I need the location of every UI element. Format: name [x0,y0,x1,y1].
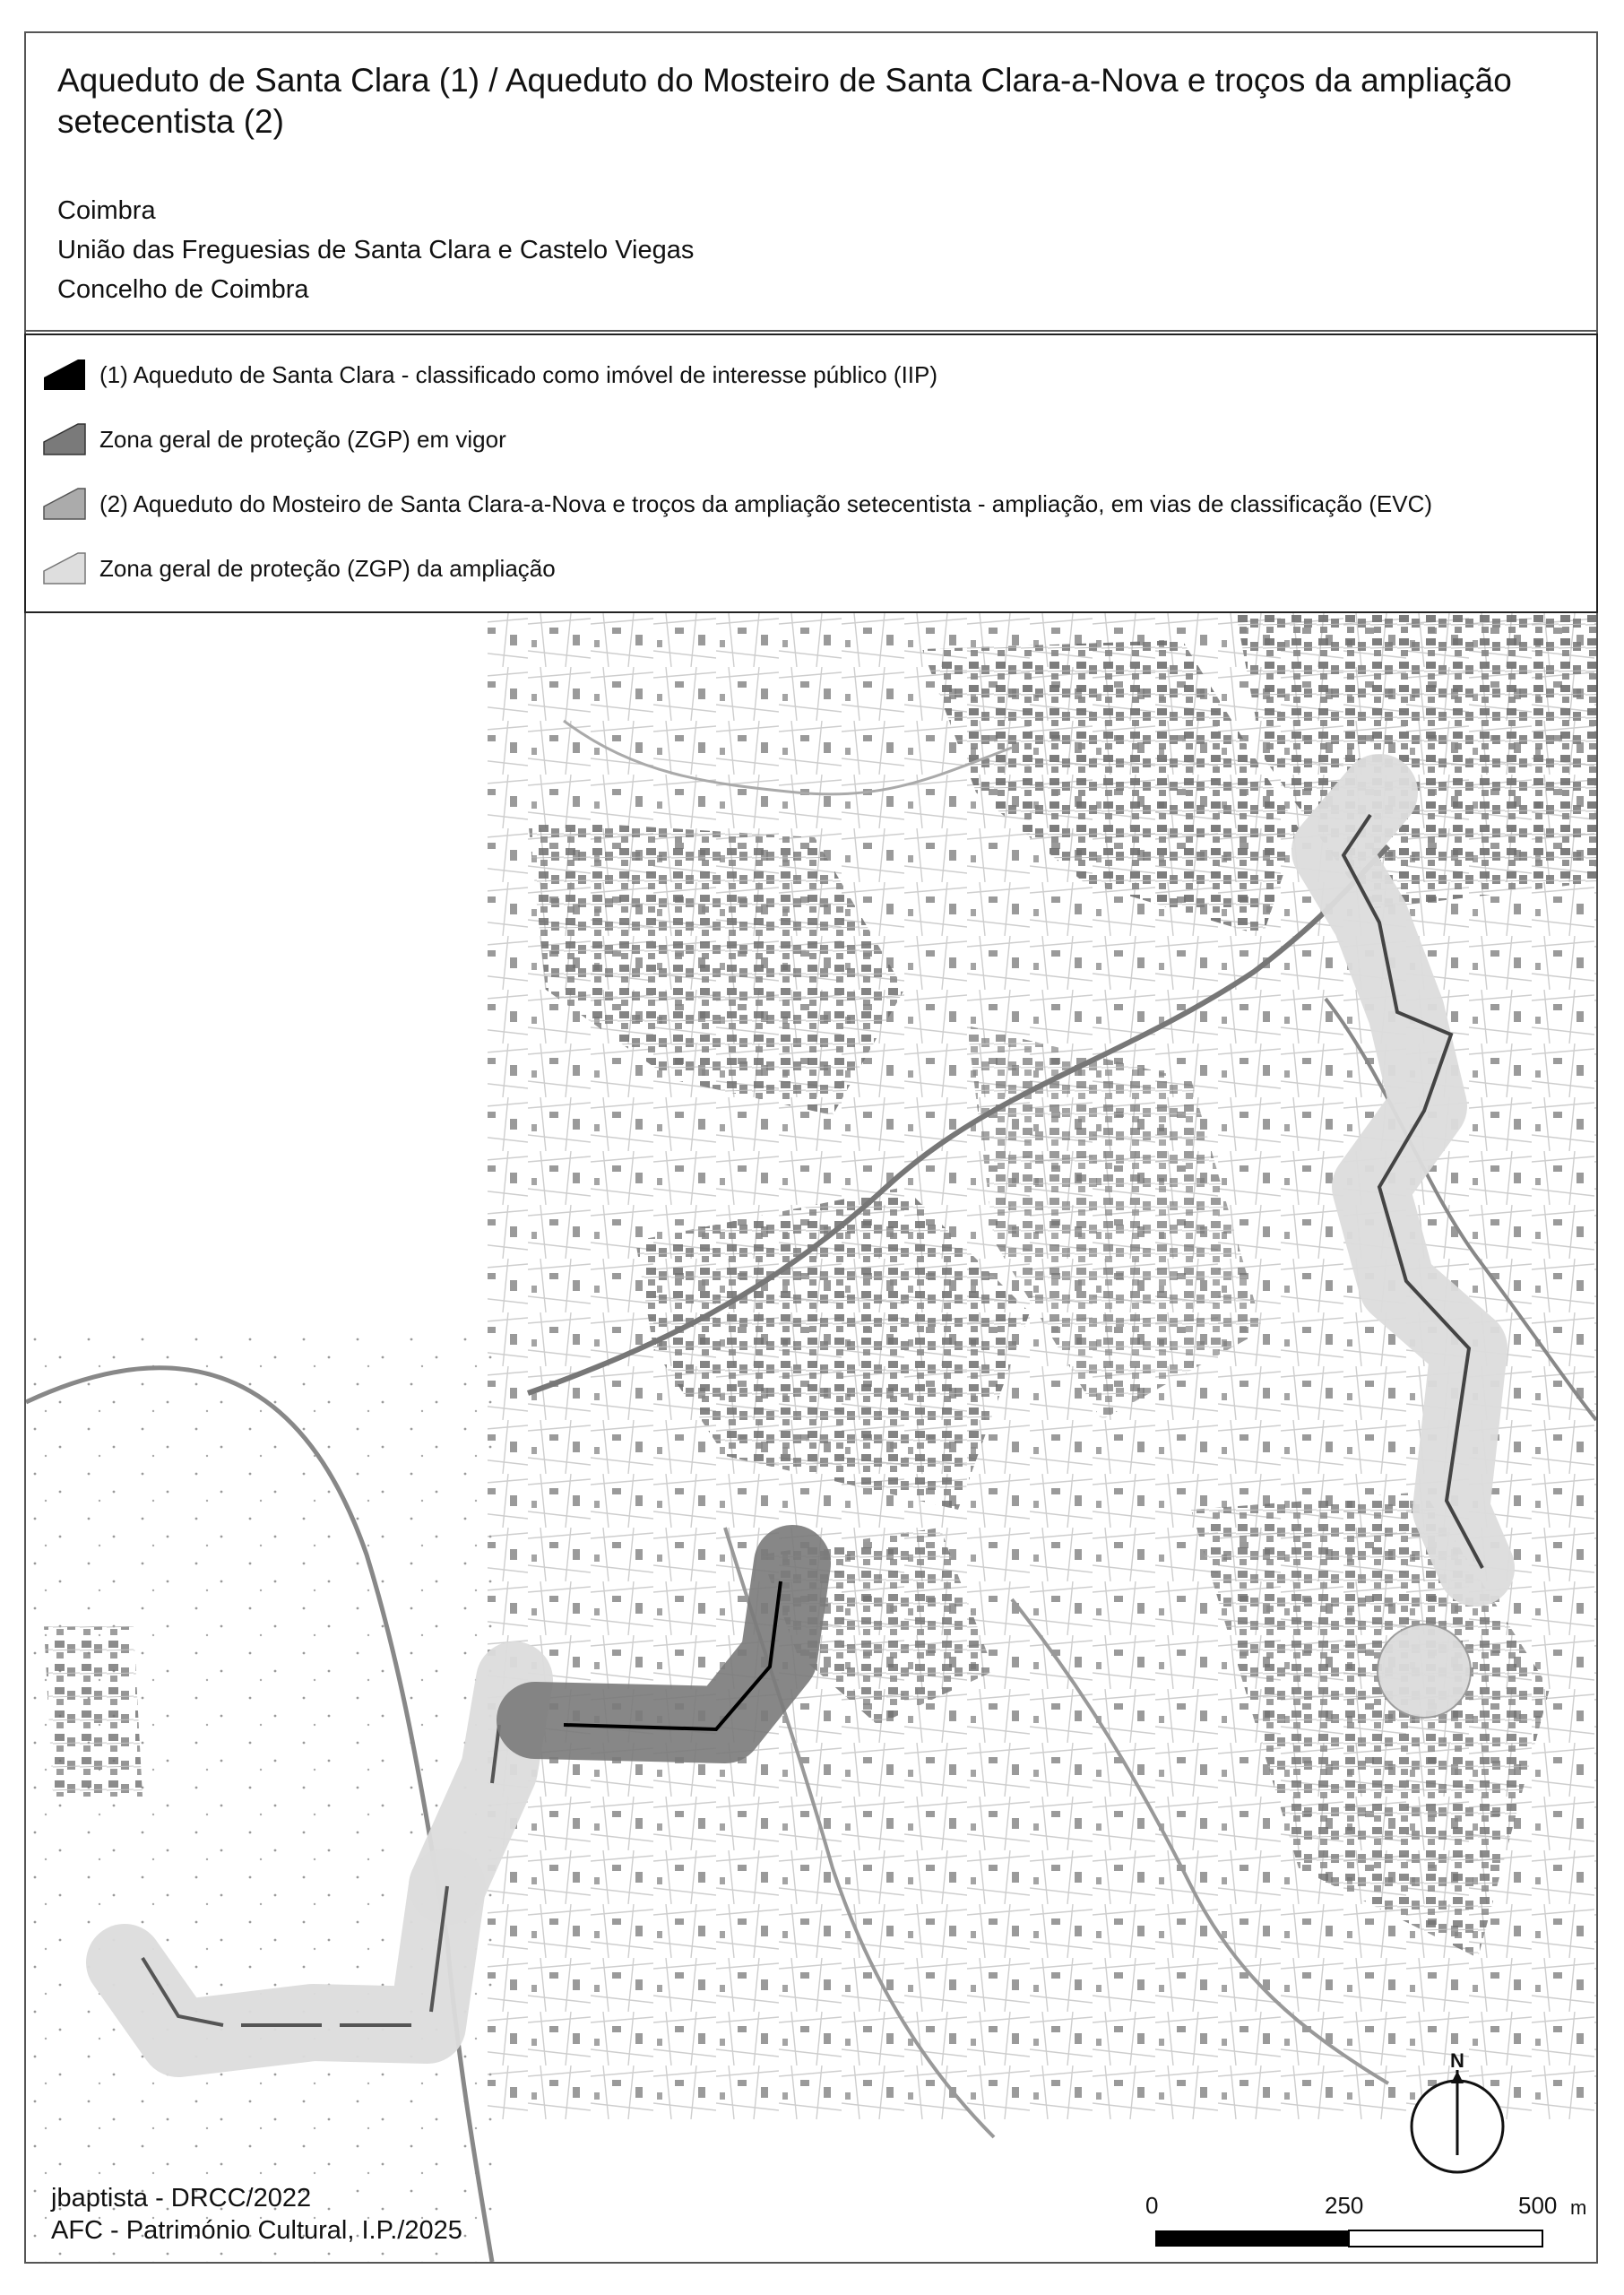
credit-institution: AFC - Património Cultural, I.P./2025 [51,2216,462,2245]
legend-item-zgp-ampliacao [42,550,556,586]
legend-label-zgp-ampliacao: Zona geral de proteção (ZGP) da ampliação [99,554,556,582]
legend-swatch-zgp-ampliacao [42,551,87,585]
parish-label: União das Freguesias de Santa Clara e Castelo Viegas [57,236,695,264]
municipality-label: Concelho de Coimbra [57,275,309,304]
legend [24,333,1598,613]
scale-unit: m [1570,2196,1587,2219]
scale-label-500: 500 [1518,2192,1558,2219]
north-label: N [1450,2049,1464,2072]
legend-swatch-zgp [42,422,87,456]
legend-item-zgp [42,421,506,457]
scale-bar [1155,2230,1542,2247]
page-title: Aqueduto de Santa Clara (1) / Aqueduto do Mosteiro de Santa Clara-a-Nova e troços da ampliação setecentista (2) [57,62,1512,140]
legend-label-evc: (2) Aqueduto do Mosteiro de Santa Clara-a-Nova e troços da ampliação setecentista - ampliação, em vias de classificação (EVC) [99,489,1433,517]
legend-item-iip [42,357,937,393]
scale-label-0: 0 [1145,2192,1159,2219]
legend-label-iip: (1) Aqueduto de Santa Clara - classificado como imóvel de interesse público (IIP) [99,360,938,388]
legend-label-zgp: Zona geral de proteção (ZGP) em vigor [99,425,506,453]
zgp-ampliacao-circle [1378,1624,1471,1718]
locality-label: Coimbra [57,196,156,225]
legend-item-evc [42,486,1432,522]
header-panel [24,31,1598,332]
map-canvas [26,613,1596,2262]
scale-label-250: 250 [1325,2192,1364,2219]
legend-swatch-iip [42,358,87,392]
legend-swatch-evc [42,487,87,521]
credit-author: jbaptista - DRCC/2022 [51,2184,312,2213]
